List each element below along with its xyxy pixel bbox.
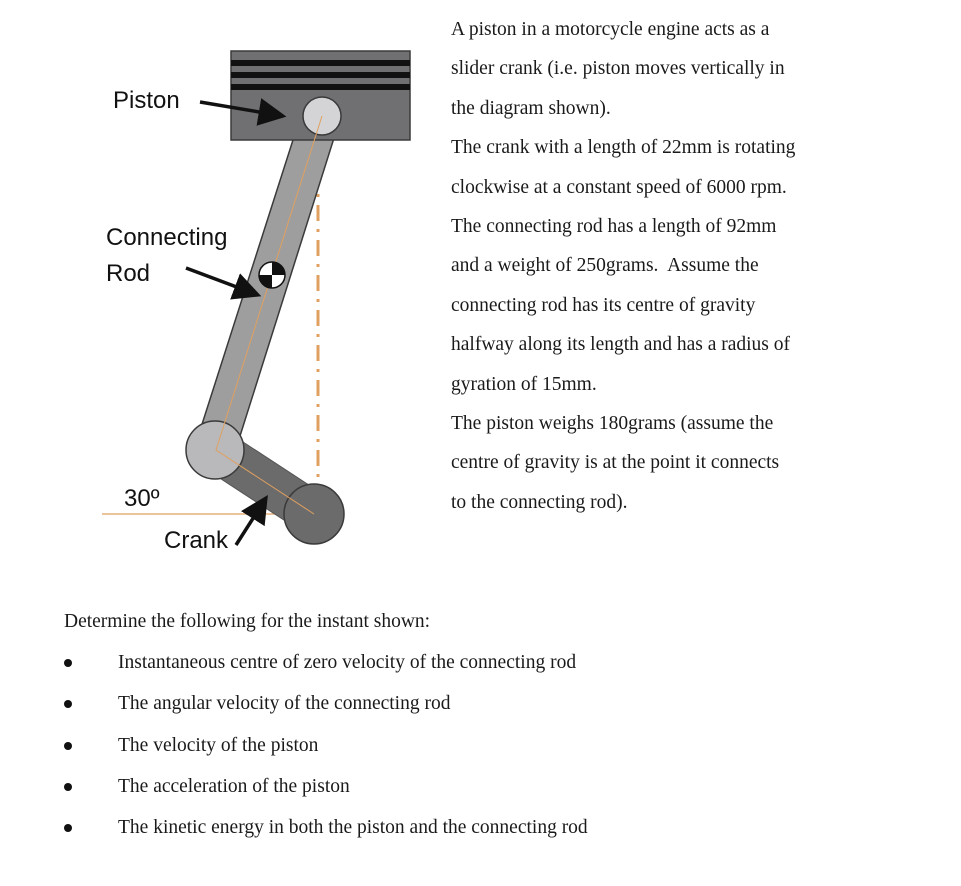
big-end-joint [186,421,244,479]
angle-label: 30º [124,485,160,512]
task-list [0,642,588,848]
crank-arrow [236,498,266,545]
description-line: to the connecting rod). [451,491,628,513]
task-item-text: The kinetic energy in both the piston and the connecting rod [118,817,588,839]
task-item [0,807,588,848]
task-item [0,766,588,807]
description-line: and a weight of 250grams. Assume the [451,255,759,277]
task-intro: Determine the following for the instant shown: [64,611,431,632]
connecting-rod-label-line2: Rod [106,260,151,287]
bullet-icon [64,659,72,667]
description-line: A piston in a motorcycle engine acts as a [451,19,770,40]
piston-ring-3 [231,84,410,90]
task-item [0,725,588,766]
piston-label: Piston [113,87,180,114]
bullet-icon [64,742,72,750]
crank-label: Crank [164,527,229,554]
slider-crank-diagram [0,0,440,600]
piston-ring-2 [231,72,410,78]
description-line: clockwise at a constant speed of 6000 rpm. [451,176,787,198]
piston-ring-1 [231,60,410,66]
centre-of-gravity-icon [259,262,285,288]
description-line: halfway along its length and has a radius of [451,334,790,356]
task-item [0,683,588,724]
task-item-text: The acceleration of the piston [118,775,350,797]
description-line: The piston weighs 180grams (assume the [451,413,774,435]
task-item-text: The velocity of the piston [118,734,319,756]
bullet-icon [64,700,72,708]
task-item-text: The angular velocity of the connecting rod [118,693,451,715]
task-item-text: Instantaneous centre of zero velocity of the connecting rod [118,652,577,673]
description-line: centre of gravity is at the point it connects [451,452,780,474]
description-line: The crank with a length of 22mm is rotating [451,137,796,159]
description-line: slider crank (i.e. piston moves vertically in [451,58,785,80]
task-item [0,642,588,683]
problem-description [451,10,951,522]
bullet-icon [64,783,72,791]
connecting-rod-label-line1: Connecting [106,224,228,251]
description-line: gyration of 15mm. [451,373,597,395]
description-line: the diagram shown). [451,97,611,119]
description-line: The connecting rod has a length of 92mm [451,216,777,238]
bullet-icon [64,824,72,832]
description-line: connecting rod has its centre of gravity [451,294,756,316]
